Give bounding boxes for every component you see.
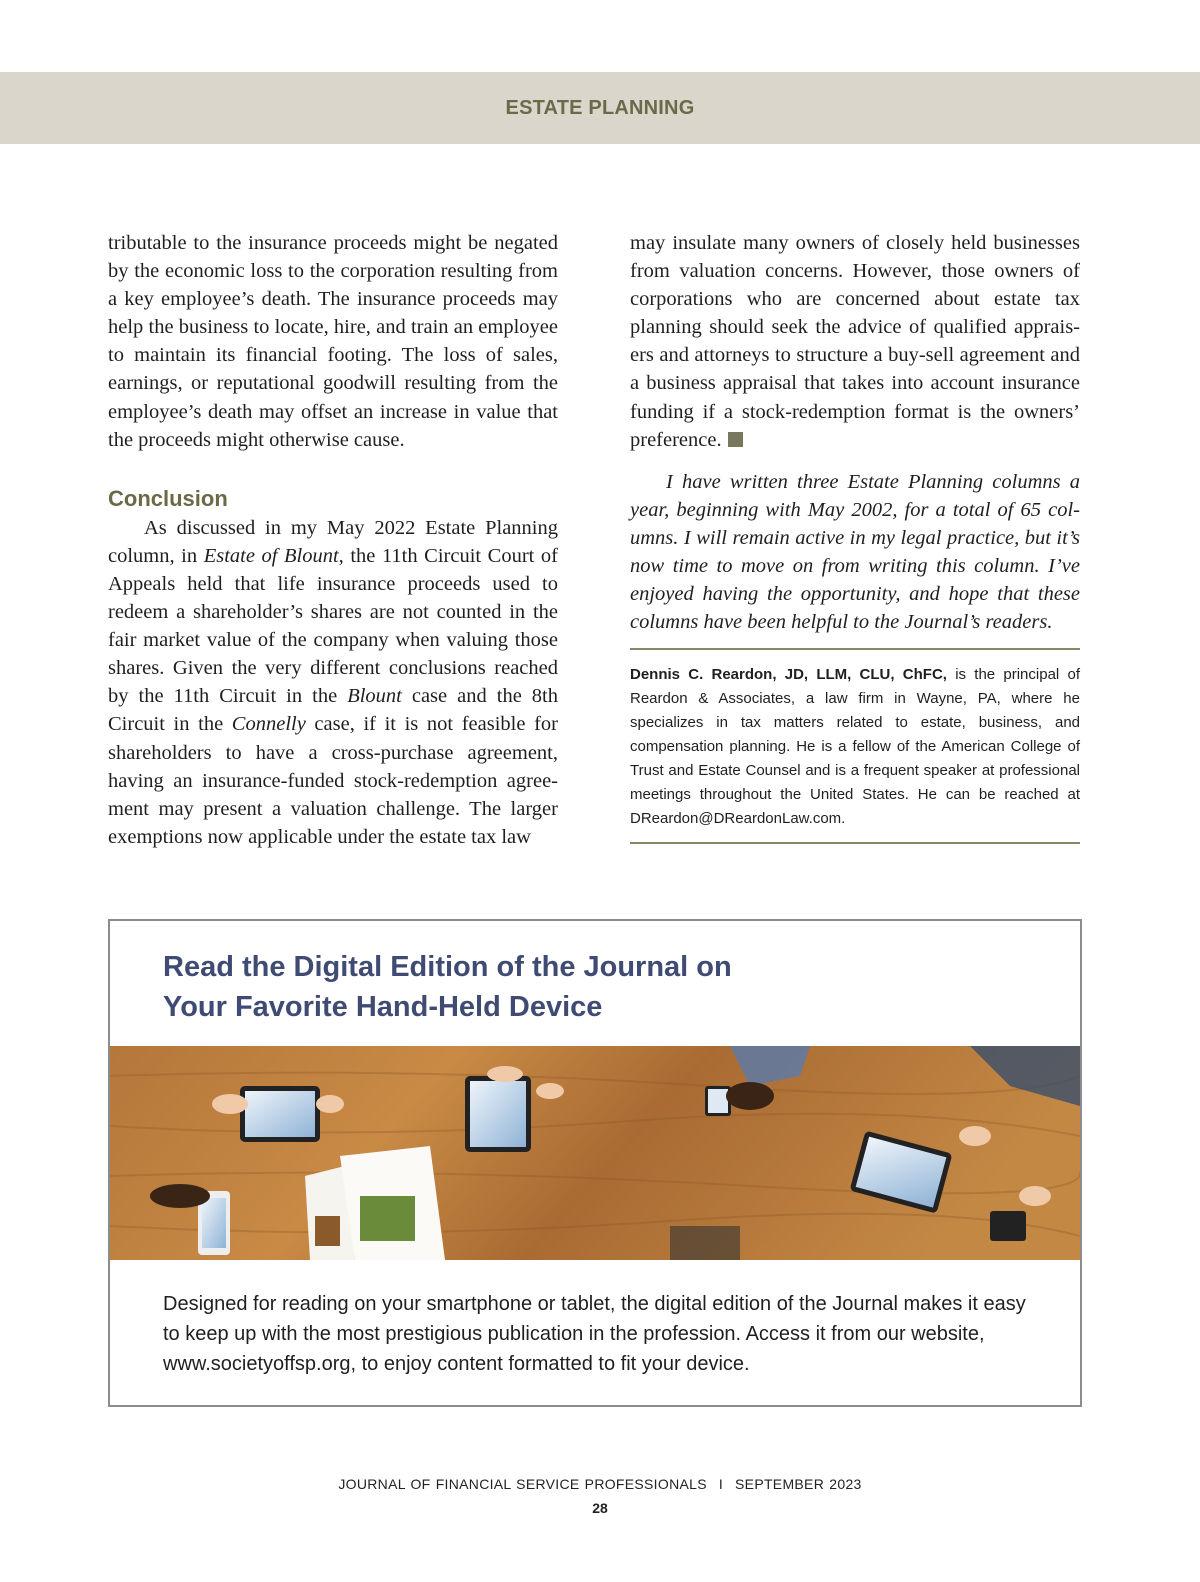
people-with-tablets-illustration — [110, 1046, 1080, 1260]
divider — [630, 648, 1080, 650]
section-title: ESTATE PLANNING — [505, 97, 695, 119]
case-name: Estate of Blount — [203, 544, 339, 567]
promo-title-line: Read the Digital Edition of the Journal on — [163, 951, 732, 983]
issue-date: SEPTEMBER 2023 — [735, 1476, 862, 1492]
digital-edition-promo — [108, 919, 1082, 1407]
tablet-icon — [240, 1086, 320, 1142]
footer-separator: I — [718, 1476, 724, 1492]
right-column — [630, 229, 1080, 844]
promo-title-line: Your Favorite Hand-Held Device — [163, 991, 603, 1023]
case-name: Connelly — [231, 713, 306, 736]
divider — [630, 842, 1080, 844]
phone-icon — [705, 1086, 731, 1116]
promo-title — [163, 947, 863, 1027]
tablet-icon — [465, 1076, 531, 1152]
conclusion-heading: Conclusion — [108, 485, 228, 511]
paragraph: may insulate many owners of closely held businesses from valuation concerns. However, those owners of corporations who are concerned about estate tax planning should seek the advice of qualified appraisers and attorneys to structure a buy-sell agreement and a business appraisal that takes into account insurance funding if a stock-redemption format is the owners’ preference. — [630, 232, 1080, 451]
case-name: Blount — [347, 685, 402, 708]
promo-body: Designed for reading on your smartphone or tablet, the digital edition of the Journal makes it easy to keep up with the most prestigious publication in the profession. Access it from our website, www.societyoffsp.org, to enjoy content formatted to fit your device. — [163, 1293, 1026, 1375]
running-footer — [0, 1476, 1200, 1492]
phone-icon — [990, 1211, 1026, 1241]
promo-photo — [110, 1046, 1080, 1260]
end-mark-icon — [728, 432, 743, 447]
journal-name: JOURNAL OF FINANCIAL SERVICE PROFESSIONALS — [338, 1476, 707, 1492]
page-number: 28 — [592, 1500, 608, 1516]
author-bio: Dennis C. Reardon, JD, LLM, CLU, ChFC, is the principal of Reardon & Associates, a law firm in Wayne, PA, where he specializes in tax matters related to estate, business, and compensation planning. He is a fellow of the American College of Trust and Estate Counsel and is a frequent speaker at professional meetings throughout the United States. He can be reached at DReardon@DReardonLaw.com. — [630, 666, 1080, 828]
conclusion-paragraph: As discussed in my May 2022 Estate Planning column, in Estate of Blount, the 11th Circuit Court of Appeals held that life insurance proceeds used to redeem a shareholder’s shares are not counted in the fair market value of the company when valuing those shares. Given the very different conclusions reached by the 11th Circuit in the Blount case and the 8th Circuit in the Connelly case, if it is not feasible for shareholders to have a cross-purchase agreement, having an insurance-funded stock-redemption agreement may present a valuation challenge. The larger exemptions now applicable under the estate tax law — [108, 516, 559, 848]
left-column — [108, 229, 558, 851]
author-name: Dennis C. Reardon, JD, LLM, CLU, ChFC, — [630, 666, 947, 684]
closing-note: I have written three Estate Planning columns a year, beginning with May 2002, for a total of 65 columns. I will remain active in my legal practice, but it’s now time to move on from writing this column. I’ve enjoyed having the opportunity, and hope that these columns have been helpful to the Journal’s readers. — [630, 470, 1080, 634]
paragraph: tributable to the insurance proceeds might be negated by the economic loss to the corporation resulting from a key employee’s death. The insurance proceeds may help the business to locate, hire, and train an employee to maintain its financial footing. The loss of sales, earnings, or reputational goodwill resulting from the employee’s death may offset an increase in value that the proceeds might otherwise cause. — [108, 232, 558, 451]
